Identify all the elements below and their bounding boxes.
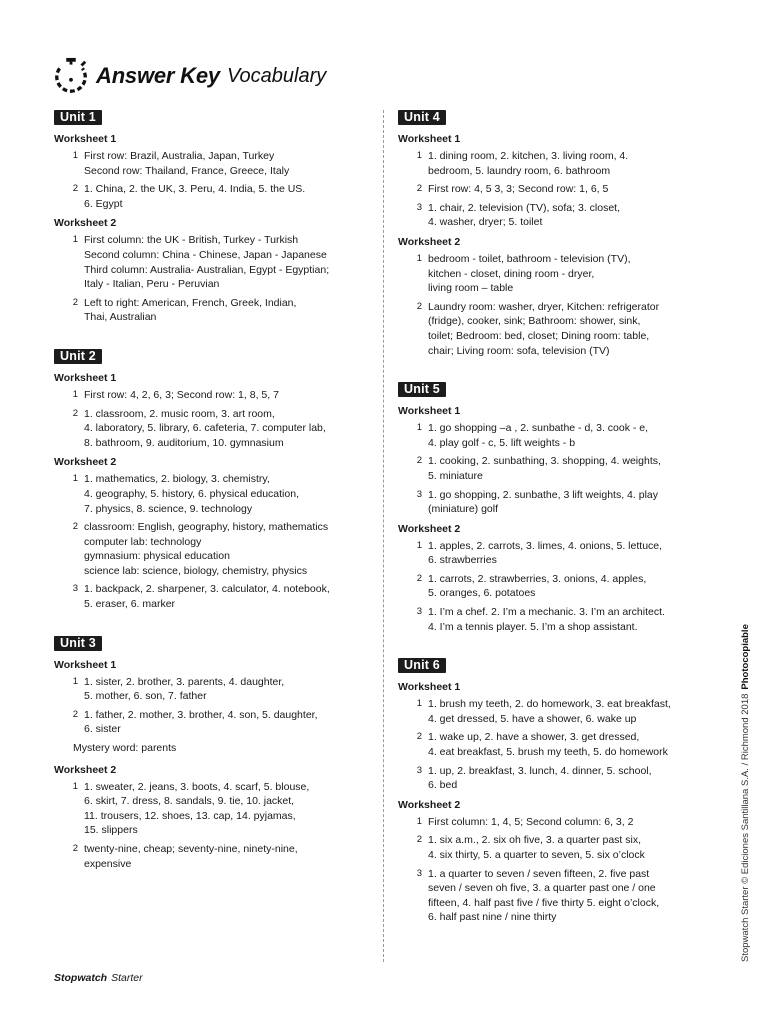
item-text: 1. a quarter to seven / seven fifteen, 2. five past seven / seven oh five, 3. a quarter past one / one fifteen, 4. half past five / five thirty 5. eight o’clock, 6. half past nine / nine thirty bbox=[428, 867, 660, 924]
worksheet bbox=[54, 456, 372, 611]
item-number: 1 bbox=[416, 150, 422, 161]
worksheet-title: Worksheet 2 bbox=[398, 798, 461, 811]
item-text: 1. backpack, 2. sharpener, 3. calculator, 4. notebook, 5. eraser, 6. marker bbox=[84, 583, 330, 611]
worksheet bbox=[398, 681, 713, 793]
item-text: 1. apples, 2. carrots, 3. limes, 4. onions, 5. lettuce, 6. strawberries bbox=[428, 539, 663, 567]
worksheet bbox=[398, 236, 713, 358]
item-number: 1 bbox=[416, 698, 422, 710]
item-number: 1 bbox=[72, 150, 78, 161]
worksheet-title: Worksheet 1 bbox=[54, 133, 117, 145]
answer-item bbox=[398, 149, 713, 178]
item-number: 2 bbox=[72, 708, 78, 720]
unit-badge: Unit 6 bbox=[398, 658, 446, 673]
unit-section bbox=[398, 656, 713, 925]
worksheet bbox=[398, 405, 713, 517]
item-text: 1. cooking, 2. sunbathing, 3. shopping, 4. weights, 5. miniature bbox=[428, 455, 661, 482]
item-text: 1. go shopping –a , 2. sunbathe - d, 3. cook - e, 4. play golf - c, 5. lift weights - b bbox=[428, 422, 649, 449]
answer-item bbox=[54, 842, 372, 871]
answer-item bbox=[398, 572, 713, 601]
worksheet bbox=[54, 659, 372, 756]
item-number: 2 bbox=[416, 455, 422, 467]
item-number: 2 bbox=[72, 843, 78, 854]
answer-item bbox=[54, 407, 372, 451]
unit-section bbox=[398, 108, 713, 358]
item-number: 3 bbox=[416, 606, 422, 618]
item-text: 1. China, 2. the UK, 3. Peru, 4. India, 5. the US. 6. Egypt bbox=[84, 183, 306, 210]
column-divider bbox=[383, 110, 384, 962]
worksheet-title: Worksheet 2 bbox=[54, 763, 117, 776]
answer-item bbox=[398, 605, 713, 634]
item-number: 1 bbox=[416, 815, 422, 827]
answer-item bbox=[398, 697, 713, 726]
item-text: bedroom - toilet, bathroom - television (TV), kitchen - closet, dining room - dryer, living room – table bbox=[428, 252, 631, 295]
answer-item bbox=[54, 182, 372, 211]
copyright-text: Stopwatch Starter © Ediciones Santillana S.A. / Richmond 2018 bbox=[740, 693, 751, 962]
right-column bbox=[398, 108, 713, 947]
answer-item bbox=[54, 233, 372, 291]
answer-item bbox=[398, 539, 713, 568]
item-number: 1 bbox=[72, 780, 78, 792]
footer-sub: Starter bbox=[111, 972, 143, 984]
photocopiable-label: Photocopiable bbox=[740, 624, 751, 690]
worksheet bbox=[54, 217, 372, 325]
page-header bbox=[52, 54, 326, 98]
worksheet-title: Worksheet 2 bbox=[54, 456, 117, 469]
answer-item bbox=[398, 867, 713, 925]
item-number: 1 bbox=[416, 422, 422, 434]
item-number: 2 bbox=[72, 521, 78, 533]
worksheet-title: Worksheet 1 bbox=[54, 371, 117, 384]
answer-item bbox=[54, 708, 372, 737]
item-text: 1. go shopping, 2. sunbathe, 3 lift weights, 4. play (miniature) golf bbox=[428, 488, 658, 516]
page-title: Answer Key bbox=[96, 63, 220, 88]
item-text: 1. up, 2. breakfast, 3. lunch, 4. dinner, 5. school, 6. bed bbox=[428, 764, 652, 792]
worksheet bbox=[398, 523, 713, 635]
item-number: 2 bbox=[72, 407, 78, 419]
unit-section bbox=[54, 108, 372, 325]
mystery-word-note: Mystery word: parents bbox=[73, 742, 177, 755]
unit-badge: Unit 5 bbox=[398, 382, 446, 397]
item-number: 1 bbox=[416, 539, 422, 551]
item-text: First column: 1, 4, 5; Second column: 6, 3, 2 bbox=[428, 815, 634, 828]
answer-item bbox=[54, 780, 372, 838]
footer-logo bbox=[54, 972, 143, 984]
answer-item bbox=[54, 149, 372, 178]
item-number: 2 bbox=[416, 834, 422, 846]
answer-item bbox=[54, 472, 372, 516]
item-text: First row: 4, 2, 6, 3; Second row: 1, 8, 5, 7 bbox=[84, 388, 279, 401]
item-number: 2 bbox=[72, 183, 78, 195]
answer-item bbox=[398, 815, 713, 830]
answer-item bbox=[54, 675, 372, 704]
item-number: 2 bbox=[72, 296, 78, 308]
item-text: 1. brush my teeth, 2. do homework, 3. eat breakfast, 4. get dressed, 5. have a shower, 6. wake up bbox=[428, 698, 671, 725]
unit-badge: Unit 3 bbox=[54, 636, 102, 651]
answer-item bbox=[398, 252, 713, 296]
unit-section bbox=[54, 634, 372, 872]
item-number: 1 bbox=[72, 234, 78, 246]
stopwatch-icon bbox=[52, 56, 90, 96]
item-text: 1. carrots, 2. strawberries, 3. onions, 4. apples, 5. oranges, 6. potatoes bbox=[428, 572, 647, 600]
item-text: First column: the UK - British, Turkey - Turkish Second column: China - Chinese, Japan - Japanese Third column: Australia- Australian, Egypt - Egyptian; Italy - Italian, Peru - Peruvian bbox=[84, 234, 330, 291]
item-text: 1. sister, 2. brother, 3. parents, 4. daughter, 5. mother, 6. son, 7. father bbox=[84, 675, 285, 703]
unit-badge: Unit 2 bbox=[54, 349, 102, 364]
page-subtitle: Vocabulary bbox=[226, 64, 327, 87]
item-text: classroom: English, geography, history, mathematics computer lab: technology gymnasium: physical education science lab: science, biology, chemistry, physics bbox=[84, 521, 329, 577]
answer-item bbox=[398, 730, 713, 759]
answer-item bbox=[54, 296, 372, 325]
item-text: First row: Brazil, Australia, Japan, Turkey Second row: Thailand, France, Greece, Italy bbox=[84, 150, 290, 177]
worksheet-title: Worksheet 2 bbox=[54, 217, 117, 230]
item-number: 2 bbox=[416, 183, 422, 195]
answer-item bbox=[54, 388, 372, 403]
item-number: 1 bbox=[416, 252, 422, 264]
item-number: 3 bbox=[72, 583, 78, 595]
worksheet-title: Worksheet 1 bbox=[398, 133, 461, 145]
worksheet bbox=[54, 133, 372, 211]
item-text: 1. wake up, 2. have a shower, 3. get dressed, 4. eat breakfast, 5. brush my teeth, 5. do homework bbox=[428, 731, 668, 759]
worksheet bbox=[54, 764, 372, 872]
answer-item bbox=[398, 764, 713, 793]
answer-item bbox=[398, 488, 713, 517]
item-text: 1. father, 2. mother, 3. brother, 4. son, 5. daughter, 6. sister bbox=[84, 708, 318, 736]
item-text: Left to right: American, French, Greek, Indian, Thai, Australian bbox=[84, 296, 297, 324]
answer-item bbox=[398, 300, 713, 358]
answer-item bbox=[398, 833, 713, 862]
item-text: 1. mathematics, 2. biology, 3. chemistry, 4. geography, 5. history, 6. physical education, 7. physics, 8. science, 9. technology bbox=[84, 473, 299, 515]
worksheet-title: Worksheet 1 bbox=[54, 658, 117, 671]
item-number: 3 bbox=[416, 201, 422, 213]
worksheet-title: Worksheet 1 bbox=[398, 405, 461, 418]
copyright-sidebar bbox=[740, 624, 751, 962]
answer-item bbox=[398, 201, 713, 230]
worksheet bbox=[54, 372, 372, 450]
worksheet-title: Worksheet 2 bbox=[398, 235, 461, 248]
item-number: 2 bbox=[416, 731, 422, 743]
worksheet bbox=[398, 799, 713, 925]
unit-badge: Unit 4 bbox=[398, 110, 446, 125]
item-number: 2 bbox=[416, 572, 422, 584]
worksheet bbox=[398, 133, 713, 230]
answer-item bbox=[54, 520, 372, 578]
item-number: 3 bbox=[416, 867, 422, 879]
item-text: 1. classroom, 2. music room, 3. art room, 4. laboratory, 5. library, 6. cafeteria, 7. computer lab, 8. bathroom, 9. auditorium, 10. gymnasium bbox=[84, 407, 326, 449]
item-text: twenty-nine, cheap; seventy-nine, ninety-nine, expensive bbox=[84, 843, 298, 870]
answer-item bbox=[398, 421, 713, 450]
item-number: 1 bbox=[72, 473, 78, 485]
unit-section bbox=[54, 347, 372, 612]
unit-badge: Unit 1 bbox=[54, 110, 102, 125]
item-text: 1. dining room, 2. kitchen, 3. living room, 4. bedroom, 5. laundry room, 6. bathroom bbox=[428, 150, 629, 177]
item-number: 3 bbox=[416, 764, 422, 776]
left-column bbox=[54, 108, 372, 893]
item-text: First row: 4, 5 3, 3; Second row: 1, 6, 5 bbox=[428, 183, 609, 196]
answer-item bbox=[54, 582, 372, 611]
item-text: 1. six a.m., 2. six oh five, 3. a quarter past six, 4. six thirty, 5. a quarter to seven, 5. six o’clock bbox=[428, 834, 645, 861]
item-text: 1. chair, 2. television (TV), sofa; 3. closet, 4. washer, dryer; 5. toilet bbox=[428, 201, 620, 229]
worksheet-title: Worksheet 2 bbox=[398, 522, 461, 535]
item-text: Laundry room: washer, dryer, Kitchen: refrigerator (fridge), cooker, sink; Bathroom: shower, sink, toilet; Bedroom: bed, closet; Dining room: table, chair; Living room: sofa, television (TV) bbox=[428, 300, 660, 357]
item-number: 2 bbox=[416, 300, 422, 312]
item-number: 1 bbox=[72, 388, 78, 400]
item-text: 1. I’m a chef. 2. I’m a mechanic. 3. I’m an architect. 4. I’m a tennis player. 5. I’m a shop assistant. bbox=[428, 606, 665, 633]
answer-item bbox=[398, 454, 713, 483]
answer-item bbox=[398, 182, 713, 197]
footer-brand: Stopwatch bbox=[54, 972, 108, 984]
item-text: 1. sweater, 2. jeans, 3. boots, 4. scarf, 5. blouse, 6. skirt, 7. dress, 8. sandals, 9. tie, 10. jacket, 11. trousers, 12. shoes, 13. cap, 14. pyjamas, 15. slippers bbox=[84, 780, 310, 837]
item-number: 1 bbox=[72, 675, 78, 687]
item-number: 3 bbox=[416, 488, 422, 500]
worksheet-title: Worksheet 1 bbox=[398, 681, 461, 694]
unit-section bbox=[398, 380, 713, 634]
